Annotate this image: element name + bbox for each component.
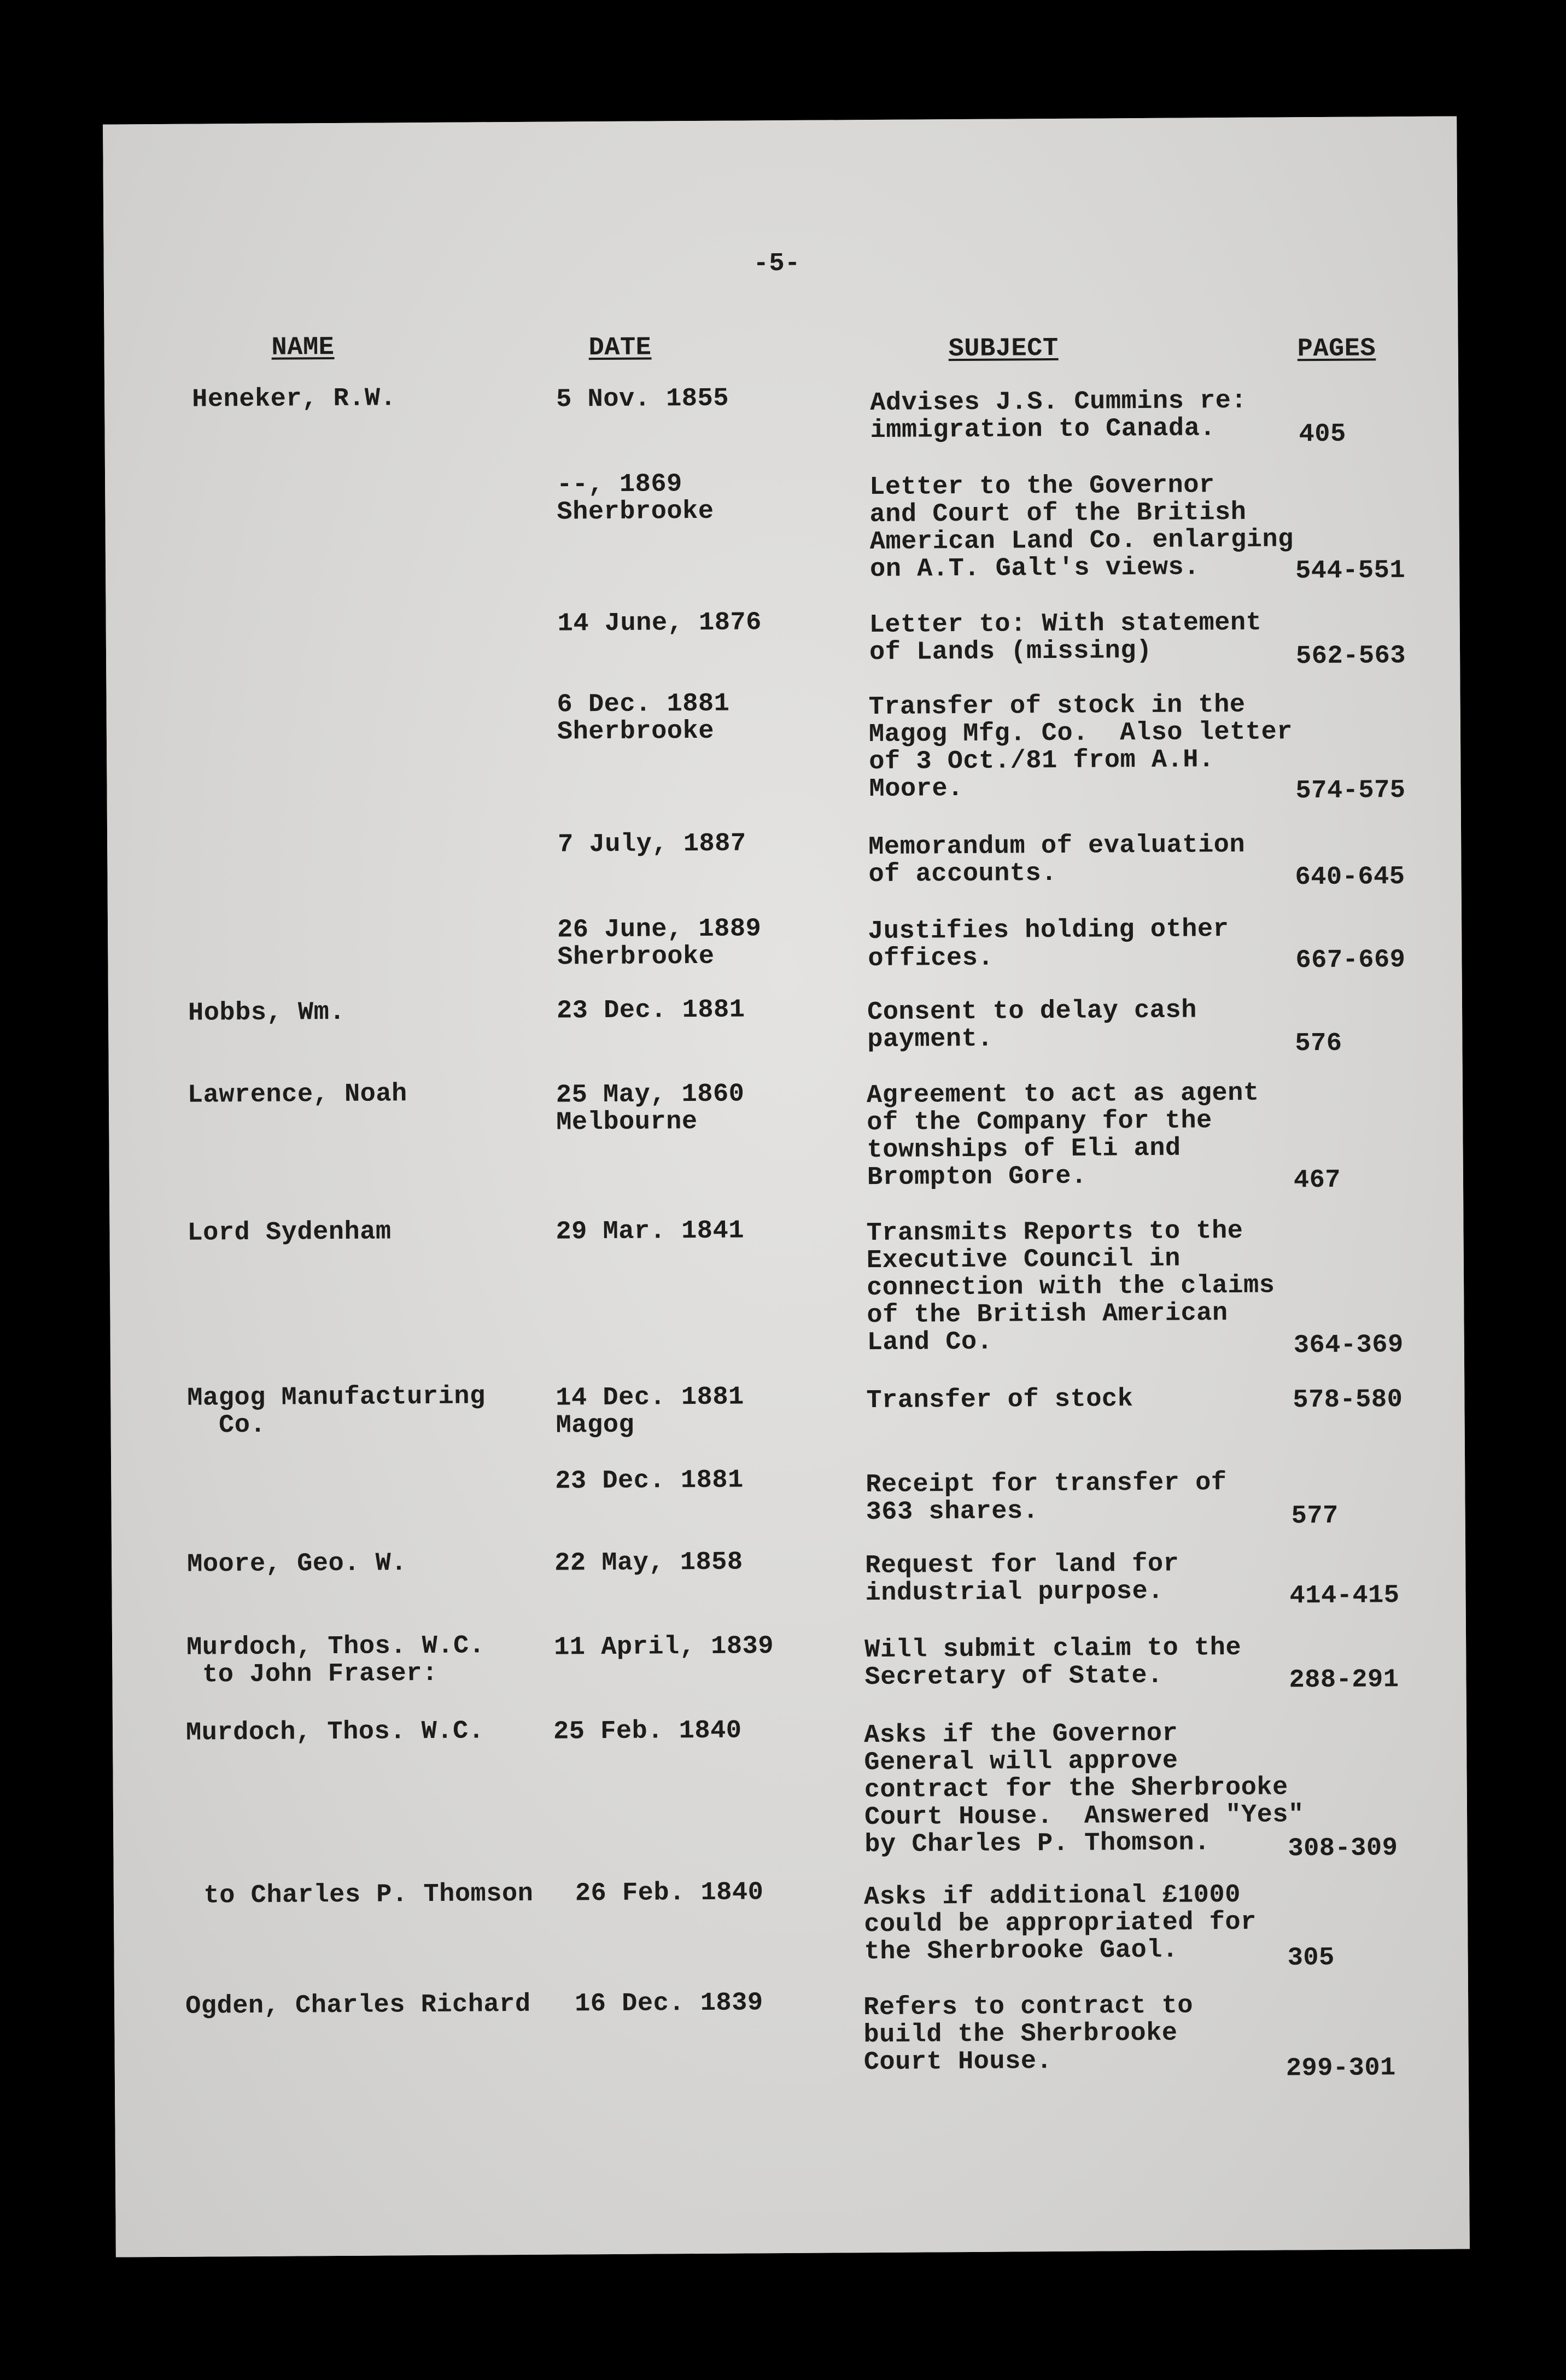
entry-subject-line: Asks if the Governor <box>863 1719 1178 1751</box>
entry-date-line: Magog <box>556 1410 635 1440</box>
entry-subject-line: Brompton Gore. <box>867 1162 1087 1193</box>
entry-subject-line: Advises J.S. Cummins re: <box>870 386 1247 418</box>
entry-pages: 299-301 <box>1285 2054 1396 2084</box>
entry-pages: 305 <box>1287 1943 1335 1973</box>
entry-subject-line: Justifies holding other <box>867 915 1229 947</box>
entry-date-line: 5 Nov. 1855 <box>556 384 729 415</box>
header-subject: SUBJECT <box>948 334 1059 364</box>
entry-subject-line: could be appropriated for <box>864 1908 1257 1940</box>
entry-pages: 288-291 <box>1289 1665 1399 1695</box>
header-name: NAME <box>271 333 335 363</box>
entry-name: Hobbs, Wm. <box>188 998 346 1028</box>
entry-subject-line: on A.T. Galt's views. <box>869 553 1200 585</box>
entry-date-line: 25 May, 1860 <box>556 1080 745 1110</box>
entry-subject-line: Consent to delay cash <box>867 996 1197 1028</box>
entry-subject-line: of accounts. <box>868 859 1057 890</box>
entry-pages: 640-645 <box>1295 862 1405 892</box>
entry-subject-line: Agreement to act as agent <box>866 1078 1259 1111</box>
entry-pages: 364-369 <box>1293 1331 1404 1361</box>
entry-subject-line: the Sherbrooke Gaol. <box>864 1935 1178 1967</box>
entry-date-line: 26 Feb. 1840 <box>575 1878 764 1909</box>
entry-subject-line: Moore. <box>869 774 963 804</box>
entry-pages: 467 <box>1293 1165 1341 1195</box>
entry-pages: 577 <box>1291 1501 1339 1531</box>
entry-subject-line: and Court of the British <box>869 498 1247 530</box>
entry-subject-line: of the Company for the <box>867 1106 1212 1138</box>
entry-pages: 544-551 <box>1295 556 1406 586</box>
entry-subject-line: build the Sherbrooke <box>863 2019 1178 2050</box>
entry-name: Moore, Geo. W. <box>187 1549 407 1579</box>
entry-pages: 414-415 <box>1289 1581 1400 1611</box>
entry-date-line: 23 Dec. 1881 <box>555 1466 744 1496</box>
entry-subject-line: Will submit claim to the <box>864 1633 1242 1665</box>
entry-subject-line: Transfer of stock in the <box>868 690 1246 722</box>
entry-date-line: 7 July, 1887 <box>558 829 746 860</box>
entry-subject-line: of the British American <box>867 1299 1228 1331</box>
entry-subject-line: Executive Council in <box>866 1244 1181 1276</box>
entry-pages: 405 <box>1299 419 1346 450</box>
header-date: DATE <box>588 333 652 363</box>
entry-date-line: 22 May, 1858 <box>554 1548 743 1578</box>
entry-pages: 308-309 <box>1288 1834 1398 1864</box>
entry-date-line: 23 Dec. 1881 <box>556 995 745 1026</box>
entry-subject-line: industrial purpose. <box>865 1577 1164 1608</box>
entry-subject-line: Refers to contract to <box>863 1991 1194 2023</box>
entry-subject-line: 363 shares. <box>866 1497 1039 1527</box>
document-page <box>103 116 1470 2257</box>
entry-date-line: --, 1869 <box>556 470 682 500</box>
entry-pages: 576 <box>1295 1029 1342 1059</box>
entry-subject-line: Receipt for transfer of <box>866 1468 1227 1500</box>
entry-pages: 667-669 <box>1295 946 1406 976</box>
entry-subject-line: Asks if additional £1000 <box>863 1880 1241 1912</box>
entry-subject-line: American Land Co. enlarging <box>869 525 1294 557</box>
entry-subject-line: Letter to: With statement <box>869 608 1262 640</box>
entry-subject-line: of 3 Oct./81 from A.H. <box>869 745 1214 777</box>
entry-subject-line: Letter to the Governor <box>869 471 1215 503</box>
header-pages: PAGES <box>1297 334 1376 364</box>
entry-date-line: 29 Mar. 1841 <box>556 1216 745 1247</box>
entry-subject-line: contract for the Sherbrooke <box>864 1773 1288 1805</box>
entry-subject-line: Transmits Reports to the <box>866 1216 1243 1249</box>
entry-date-line: Melbourne <box>556 1107 698 1138</box>
entry-subject-line: Land Co. <box>867 1327 993 1358</box>
entry-date-line: Sherbrooke <box>557 497 714 527</box>
entry-subject-line: offices. <box>868 943 994 974</box>
entry-name: Ogden, Charles Richard <box>185 1990 531 2021</box>
entry-subject-line: Magog Mfg. Co. Also letter <box>868 718 1293 750</box>
entry-pages: 574-575 <box>1295 776 1406 806</box>
entry-date-line: 6 Dec. 1881 <box>557 689 730 720</box>
entry-date-line: 26 June, 1889 <box>557 914 762 945</box>
entry-name: to Charles P. Thomson <box>188 1879 534 1911</box>
entry-subject-line: Secretary of State. <box>864 1661 1164 1693</box>
entry-name: Heneker, R.W. <box>192 384 396 415</box>
entry-subject-line: by Charles P. Thomson. <box>864 1828 1211 1860</box>
entry-name: Lawrence, Noah <box>187 1080 407 1110</box>
entry-date-line: 14 Dec. 1881 <box>556 1382 744 1413</box>
entry-date-line: Sherbrooke <box>557 942 715 972</box>
entry-subject-line: connection with the claims <box>866 1271 1275 1303</box>
entry-subject-line: Court House. <box>863 2047 1053 2078</box>
entry-subject-line: Court House. Answered "Yes" <box>864 1800 1304 1833</box>
entry-name: Magog Manufacturing Co. <box>187 1382 486 1440</box>
entry-date-line: Sherbrooke <box>557 716 715 747</box>
entry-subject-line: immigration to Canada. <box>870 414 1216 446</box>
entry-subject-line: Memorandum of evaluation <box>868 830 1246 862</box>
entry-date-line: 25 Feb. 1840 <box>553 1716 742 1747</box>
entry-date-line: 16 Dec. 1839 <box>574 1988 763 2019</box>
entry-subject-line: townships of Eli and <box>867 1134 1181 1165</box>
entry-pages: 562-563 <box>1295 641 1406 672</box>
entry-pages: 578-580 <box>1293 1385 1403 1415</box>
entry-subject-line: Transfer of stock <box>866 1385 1133 1416</box>
entry-name: Murdoch, Thos. W.C. to John Fraser: <box>186 1631 485 1690</box>
entry-subject-line: payment. <box>867 1024 994 1055</box>
entry-name: Murdoch, Thos. W.C. <box>185 1717 484 1748</box>
entry-date-line: 11 April, 1839 <box>553 1632 774 1662</box>
entry-name: Lord Sydenham <box>187 1217 392 1248</box>
entry-subject-line: General will approve <box>864 1746 1178 1778</box>
entry-subject-line: Request for land for <box>865 1549 1179 1581</box>
entry-date-line: 14 June, 1876 <box>557 608 762 639</box>
page-number: -5- <box>753 249 800 279</box>
entry-subject-line: of Lands (missing) <box>869 636 1152 668</box>
